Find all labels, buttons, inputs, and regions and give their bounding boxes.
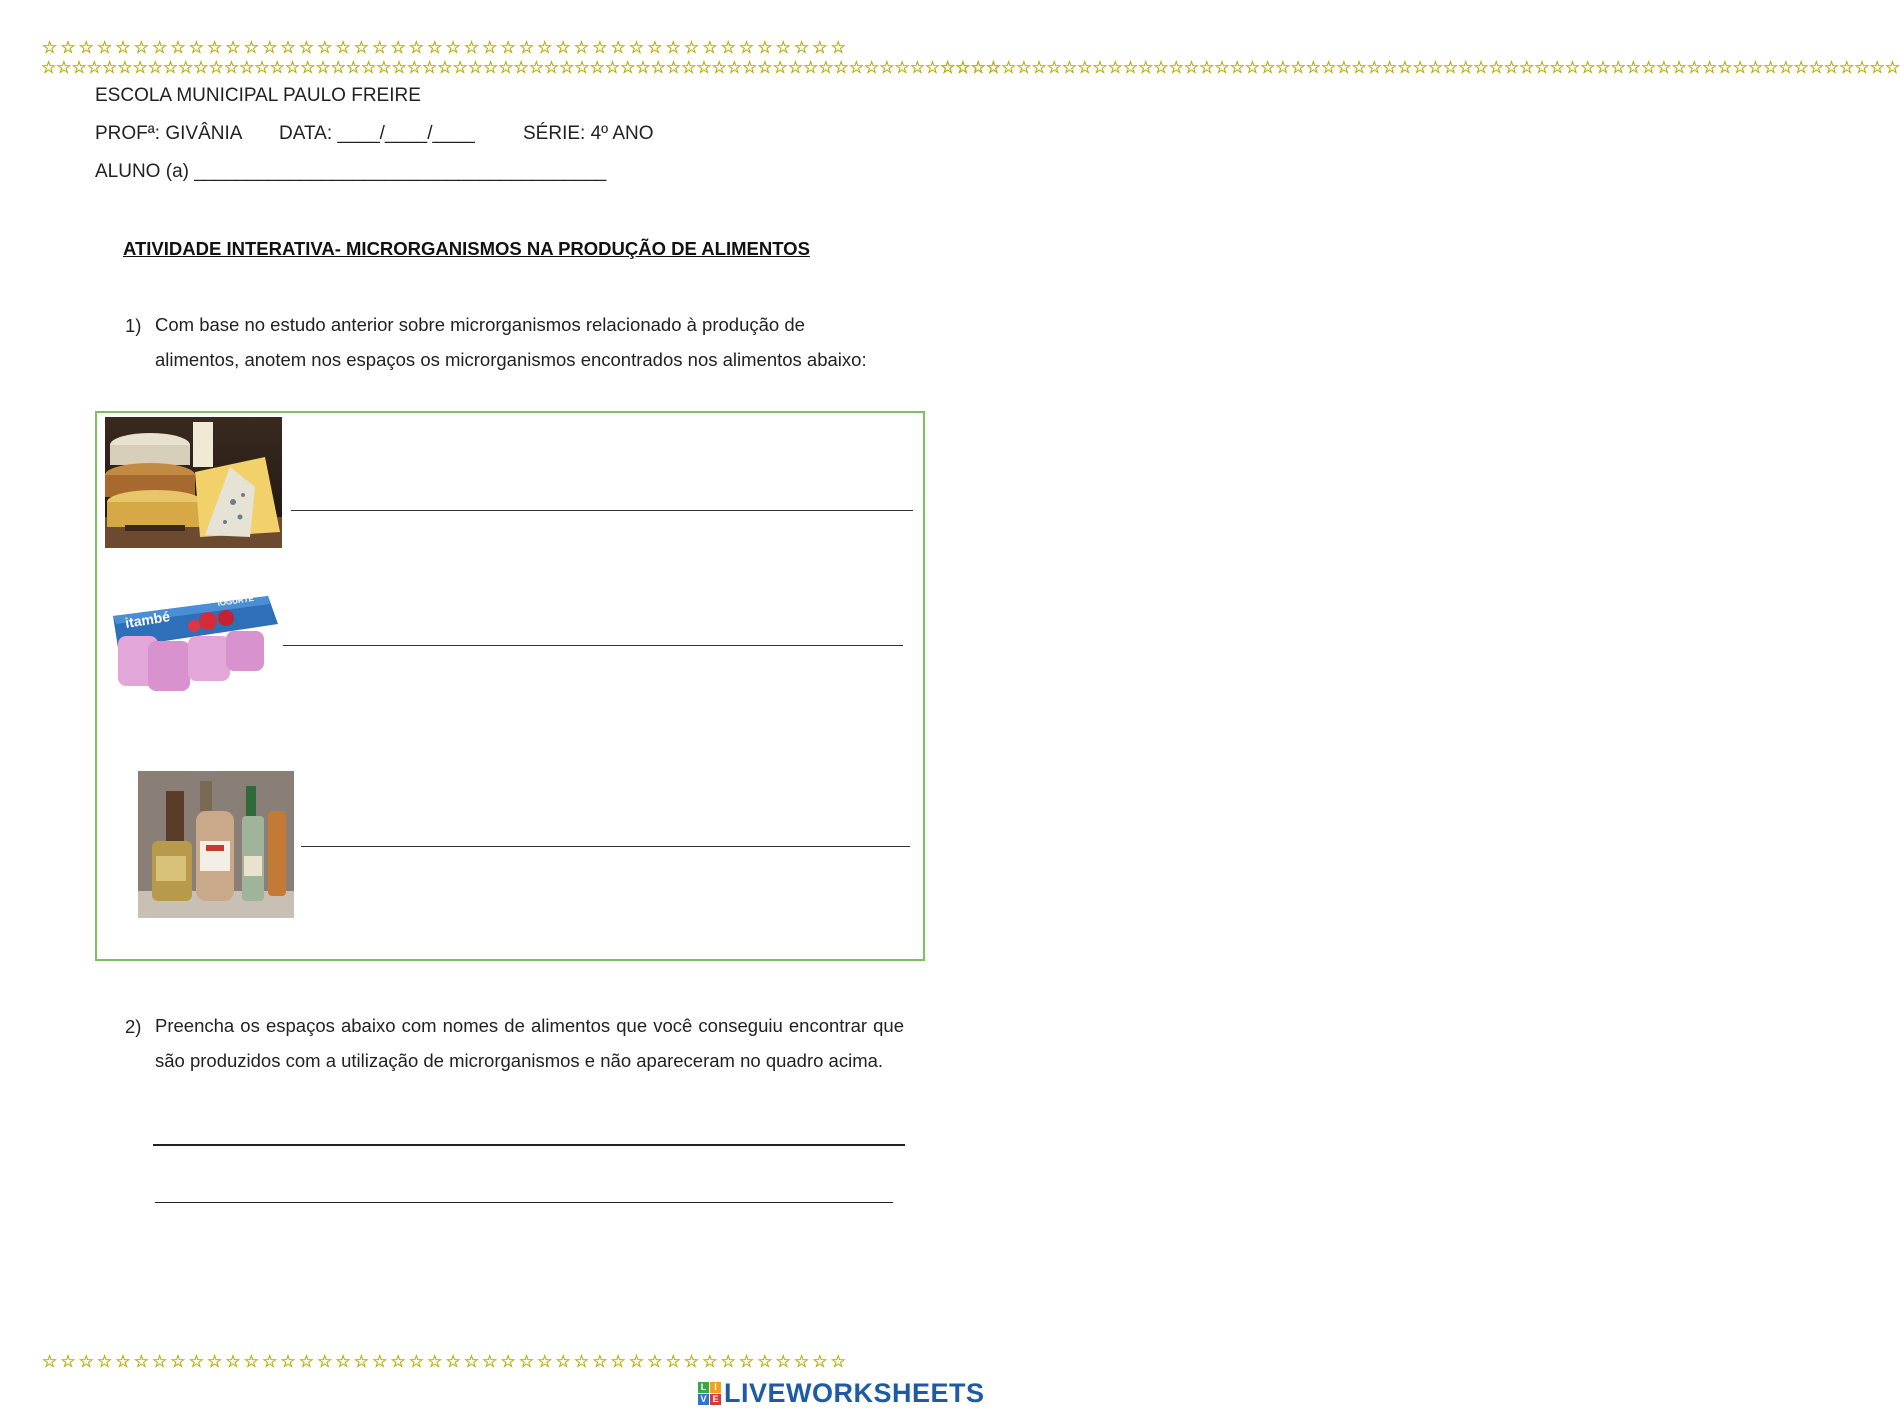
question-1-text: Com base no estudo anterior sobre microrganismos relacionado à produção de alimentos, anotem nos espaços os microrganismos encontrados nos alimentos abaixo: [155,314,867,370]
star-border-right: ☆☆☆☆☆☆☆☆☆☆☆☆☆☆☆☆☆☆☆☆☆☆☆☆☆☆☆☆☆☆☆☆☆☆☆☆☆☆☆☆☆☆☆☆☆☆☆☆☆☆☆☆☆☆☆☆☆☆☆☆☆☆☆ [940,58,1900,78]
answer-line-q2-1[interactable] [153,1144,905,1146]
student-name-field[interactable]: ALUNO (a) _______________________________________ [95,161,607,182]
answer-line-q2-2[interactable] [155,1202,893,1203]
liveworksheets-logo[interactable] [698,1378,985,1408]
answer-line-cheese[interactable] [291,510,913,511]
logo-text: LIVEWORKSHEETS [724,1377,985,1408]
school-name: ESCOLA MUNICIPAL PAULO FREIRE [95,85,421,106]
yogurt-image [108,576,280,694]
drinks-image [138,771,294,918]
star-border-top: ☆☆☆☆☆☆☆☆☆☆☆☆☆☆☆☆☆☆☆☆☆☆☆☆☆☆☆☆☆☆☆☆☆☆☆☆☆☆☆☆☆☆☆☆ [42,38,849,58]
cheese-image [105,417,282,548]
question-2-number: 2) [125,1016,142,1037]
question-1-number: 1) [125,315,142,336]
answer-line-yogurt[interactable] [283,645,903,646]
date-field[interactable]: DATA: ____/____/____ [279,123,475,144]
star-border-left: ☆☆☆☆☆☆☆☆☆☆☆☆☆☆☆☆☆☆☆☆☆☆☆☆☆☆☆☆☆☆☆☆☆☆☆☆☆☆☆☆☆☆☆☆☆☆☆☆☆☆☆☆☆☆☆☆☆☆☆☆☆☆☆ [41,58,1002,78]
yogurt-label-text: IOGURTE [217,593,255,608]
logo-mark-icon: L I V E [698,1382,721,1405]
activity-title: ATIVIDADE INTERATIVA- MICRORGANISMOS NA PRODUÇÃO DE ALIMENTOS [123,238,810,259]
yogurt-brand-text: itambé [123,608,172,631]
star-border-bottom: ☆☆☆☆☆☆☆☆☆☆☆☆☆☆☆☆☆☆☆☆☆☆☆☆☆☆☆☆☆☆☆☆☆☆☆☆☆☆☆☆☆☆☆☆ [42,1352,849,1372]
grade-label: SÉRIE: 4º ANO [523,123,654,144]
answer-line-drinks[interactable] [301,846,910,847]
teacher-name: PROFª: GIVÂNIA [95,123,243,144]
question-2-text: Preencha os espaços abaixo com nomes de alimentos que você conseguiu encontrar que são produzidos com a utilização de microrganismos e não apareceram no quadro acima. [155,1015,904,1071]
